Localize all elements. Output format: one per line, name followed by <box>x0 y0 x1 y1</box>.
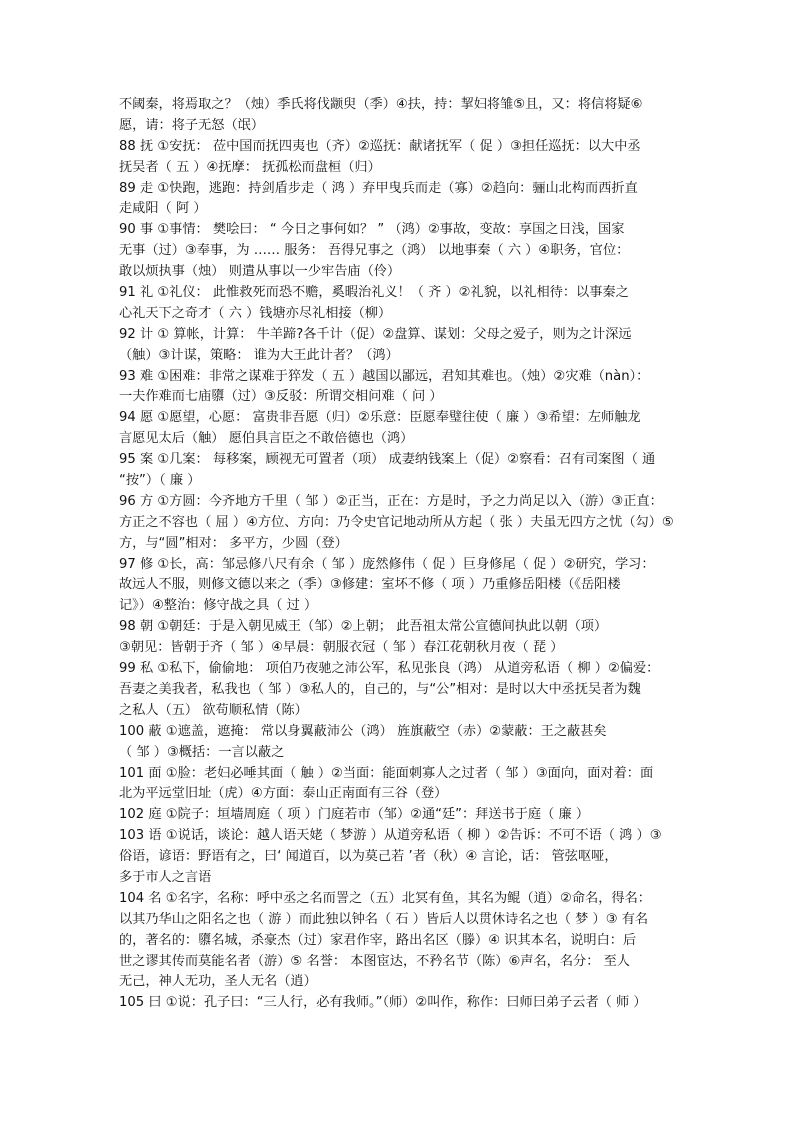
text-line <box>119 1014 699 1035</box>
text-line: 不阈秦，将焉取之？（烛）季氏将伐颛臾（季）④扶，持：挈妇将雏⑤且，又：将信将疑⑥ <box>119 97 643 112</box>
text-line: 走咸阳（ 阿 ） <box>119 201 207 217</box>
text-line: 99 私 ①私下，偷偷地： 项伯乃夜驰之沛公军，私见张良（鸿） 从道旁私语（ 柳 ）②偏爱： <box>119 661 660 677</box>
text-line: 102 庭 ①院子：垣墙周庭（ 项 ）门庭若市（邹）②通“廷”：拜送书于庭（ 廉 ） <box>119 807 590 823</box>
text-line: 方正之不容也（ 屈 ）④方位、方向：乃令史官记地动所从方起（ 张 ）夫虽无四方之忧（勾）⑤ <box>119 514 674 530</box>
text-line: 92 计 ① 算帐，计算： 牛羊蹄?各千计（促）②盘算、谋划：父母之爱子，则为之计深远 <box>119 326 632 342</box>
text-line: 记》）④整治：修守战之具（ 过 ） <box>119 598 318 614</box>
text-line: 北为平远堂旧址（虎）④方面：泰山正南面有三谷（登） <box>119 786 448 802</box>
text-line: 愿，请：将子无怒（氓） <box>119 117 265 133</box>
text-line: 97 修 ①长，高：邹忌修八尺有余（ 邹 ）庞然修伟（ 促 ）巨身修尾（ 促 ）②研究，学习： <box>119 556 655 572</box>
text-line: 一夫作难而七庙隳（过）③反驳：所谓交相问难（ 问 ） <box>119 389 443 405</box>
text-line: 105 曰 ①说：孔子曰：“三人行，必有我师。”（师）②叫作，称作：曰师曰弟子云者（ 师 ） <box>119 995 647 1011</box>
text-line: 98 朝 ①朝廷：于是入朝见威王（邹）②上朝； 此吾祖太常公宣德间执此以朝（项） <box>119 619 608 635</box>
text-line: 93 难 ①困难：非常之谋难于猝发（ 五 ）越国以鄙远，君知其难也。（烛）②灾难（nàn）： <box>119 368 650 384</box>
text-line: 94 愿 ①愿望，心愿： 富贵非吾愿（归）②乐意：臣愿奉璧往使（ 廉 ）③希望：左师触龙 <box>119 410 641 426</box>
text-line: 90 事 ①事情： 樊哙曰： “ 今日之事何如？ ” （鸿）②事故，变故：享国之日浅，国家 <box>119 222 625 238</box>
text-line: 以其乃华山之阳名之也（ 游 ）而此独以钟名（ 石 ）皆后人以贯休诗名之也（ 梦 ）③ 有名 <box>119 911 649 927</box>
text-line: 吾妻之美我者，私我也（ 邹 ）③私人的，自己的，与“公”相对：是时以大中丞抚吴者为魏 <box>119 681 641 697</box>
document-body <box>119 95 699 1035</box>
text-line: 无事（过）③奉事，为 …… 服务： 吾得兄事之（鸿） 以地事秦（ 六 ）④职务，官位： <box>119 243 630 259</box>
text-line: 无己，神人无功，圣人无名（逍） <box>119 974 317 990</box>
text-line: 96 方 ①方圆：今齐地方千里（ 邹 ）②正当，正在：方是时，予之力尚足以入（游）③正直： <box>119 493 663 509</box>
text-line: 敢以烦执事（烛） 则遣从事以一少牢告庙（伶） <box>119 264 401 280</box>
text-line: ③朝见：皆朝于齐（ 邹 ）④早晨：朝服衣冠（ 邹 ）春江花朝秋月夜（ 琵 ） <box>119 640 564 656</box>
text-line: 91 礼 ①礼仪： 此惟救死而恐不赡，奚暇治礼义！（ 齐 ）②礼貌，以礼相待：以事秦之 <box>119 285 629 301</box>
text-line: 101 面 ①脸：老妇必唾其面（ 触 ）②当面：能面刺寡人之过者（ 邹 ）③面向，面对着：面 <box>119 765 654 781</box>
text-line: （触）③计谋，策略： 谁为大王此计者？（鸿） <box>119 347 399 363</box>
text-line: 多于市人之言语 <box>119 869 212 885</box>
text-line: 之私人（五） 欲苟顺私情（陈） <box>119 702 308 718</box>
text-line: 88 抚 ①安抚： 莅中国而抚四夷也（齐）②巡抚：献诸抚军（ 促 ）③担任巡抚：以大中丞 <box>119 138 641 154</box>
text-line: 103 语 ①说话，谈论：越人语天姥（ 梦游 ）从道旁私语（ 柳 ）②告诉：不可不语（ 鸿 ）③ <box>119 828 662 844</box>
text-line: 抚吴者（ 五 ）④抚摩： 抚孤松而盘桓（归） <box>119 159 381 175</box>
text-line: 的，著名的：隳名城，杀豪杰（过）家君作宰，路出名区（滕）④ 识其本名，说明白：后 <box>119 932 637 948</box>
text-line: 95 案 ①几案： 每移案，顾视无可置者（项） 成妻纳钱案上（促）②察看：召有司案图（ 通 <box>119 452 656 468</box>
text-line: （ 邹 ）③概括：一言以蔽之 <box>119 744 285 760</box>
text-line: “按”）（ 廉 ） <box>119 473 201 489</box>
text-line: 世之谬其传而莫能名者（游）⑤ 名誉： 本图宦达，不矜名节（陈）⑥声名，名分： 至人 <box>119 953 630 969</box>
text-line: 俗语，谚语：野语有之，曰‘ 闻道百，以为莫己若 ’者（秋）④ 言论，话： 管弦呕哑， <box>119 849 618 865</box>
text-line: 104 名 ①名字，名称：呼中丞之名而詈之（五）北冥有鱼，其名为鲲（逍）②命名，得名： <box>119 890 651 906</box>
text-line: 方，与“圆”相对： 多平方，少圆（登） <box>119 535 348 551</box>
text-line: 89 走 ①快跑，逃跑：持剑盾步走（ 鸿 ）弃甲曳兵而走（寡）②趋向：骊山北构而西折直 <box>119 180 638 196</box>
text-line: 言愿见太后（触） 愿伯具言臣之不敢倍德也（鸿） <box>119 431 414 447</box>
text-line: 故远人不服，则修文德以来之（季）③修建：室坏不修（ 项 ）乃重修岳阳楼（《岳阳楼 <box>119 577 621 593</box>
text-line: 心礼天下之奇才（ 六 ）钱塘亦尽礼相接（柳） <box>119 305 392 321</box>
text-line: 100 蔽 ①遮盖，遮掩： 常以身翼蔽沛公（鸿） 旌旗蔽空（赤）②蒙蔽：王之蔽甚矣 <box>119 723 607 739</box>
